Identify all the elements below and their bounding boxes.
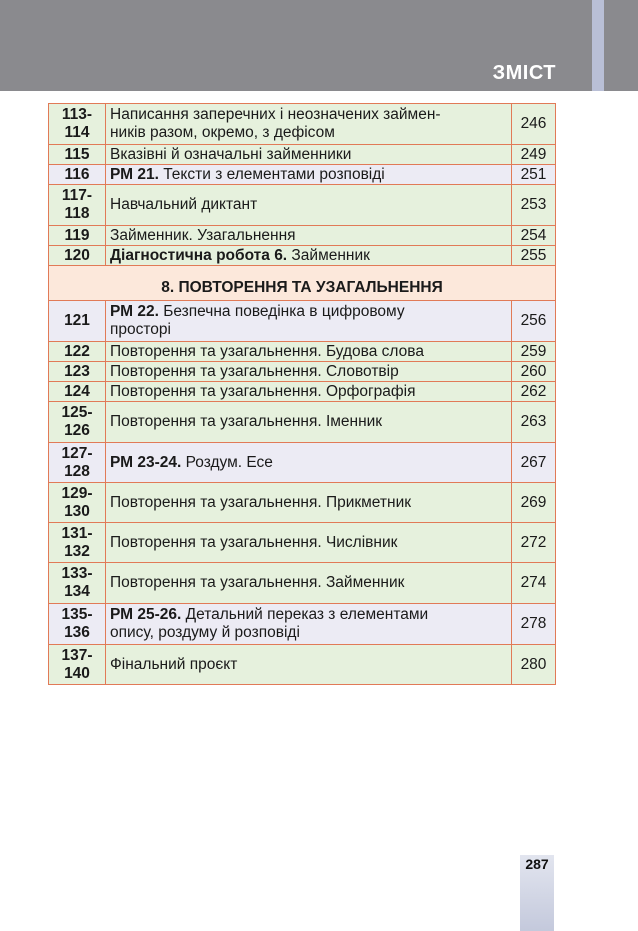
lesson-title-text: Займенник. Узагальнення: [110, 226, 296, 244]
lesson-title: [106, 382, 512, 402]
lesson-number: 137- 140: [49, 645, 106, 685]
lesson-title-text: Вказівні й означальні займенники: [110, 145, 352, 163]
lesson-title: [106, 104, 512, 145]
lesson-title-bold: РМ 21.: [110, 165, 159, 183]
lesson-title-text: Безпечна поведінка в цифровому просторі: [110, 303, 405, 338]
lesson-title: [106, 523, 512, 563]
page-ref: 272: [512, 523, 556, 563]
lesson-title: [106, 165, 512, 185]
lesson-number: 124: [49, 382, 106, 402]
lesson-title: [106, 563, 512, 604]
lesson-title: [106, 301, 512, 342]
lesson-title-text: Написання заперечних і неозначених займен- ників разом, окремо, з дефісом: [110, 106, 441, 141]
section-title: 8. ПОВТОРЕННЯ ТА УЗАГАЛЬНЕННЯ: [49, 266, 556, 301]
page-ref: 269: [512, 483, 556, 523]
page-ref: 262: [512, 382, 556, 402]
lesson-title: [106, 645, 512, 685]
toc-row: [49, 382, 556, 402]
lesson-title-text: Повторення та узагальнення. Іменник: [110, 413, 383, 430]
lesson-title: [106, 604, 512, 645]
lesson-number: 121: [49, 301, 106, 342]
lesson-title-text: Детальний переказ з елементами опису, роздуму й розповіді: [110, 606, 429, 641]
lesson-title: [106, 443, 512, 483]
page-ref: 278: [512, 604, 556, 645]
toc-row: [49, 402, 556, 443]
header-tab-marker: [592, 0, 604, 91]
toc-row: [49, 185, 556, 226]
page-ref: 259: [512, 342, 556, 362]
page-ref: 251: [512, 165, 556, 185]
toc-row: [49, 165, 556, 185]
lesson-title: [106, 185, 512, 226]
page-ref: 246: [512, 104, 556, 145]
lesson-title-text: Навчальний диктант: [110, 196, 258, 213]
lesson-number: 133- 134: [49, 563, 106, 604]
lesson-title-text: Повторення та узагальнення. Числівник: [110, 533, 398, 551]
toc-row: [49, 342, 556, 362]
lesson-title-text: Повторення та узагальнення. Займенник: [110, 574, 405, 591]
page-ref: 260: [512, 362, 556, 382]
page-ref: 256: [512, 301, 556, 342]
contents-table: [48, 103, 556, 685]
toc-row: [49, 483, 556, 523]
toc-row: [49, 104, 556, 145]
toc-row: [49, 604, 556, 645]
lesson-title: [106, 483, 512, 523]
lesson-number: 122: [49, 342, 106, 362]
lesson-title: [106, 145, 512, 165]
page-header: [0, 0, 638, 91]
lesson-title-bold: РМ 23-24.: [110, 453, 182, 471]
lesson-number: 125- 126: [49, 402, 106, 443]
toc-row: [49, 523, 556, 563]
lesson-title-text: Фінальний проєкт: [110, 655, 238, 673]
lesson-title-text: Повторення та узагальнення. Орфографія: [110, 382, 416, 400]
lesson-number: 131- 132: [49, 523, 106, 563]
page-ref: 255: [512, 246, 556, 266]
toc-row: [49, 226, 556, 246]
lesson-title: [106, 342, 512, 362]
lesson-number: 127- 128: [49, 443, 106, 483]
lesson-number: 117- 118: [49, 185, 106, 226]
lesson-title-text: Повторення та узагальнення. Будова слова: [110, 342, 424, 360]
lesson-title: [106, 246, 512, 266]
page-ref: 274: [512, 563, 556, 604]
contents-table-body: [49, 104, 556, 685]
page-ref: 267: [512, 443, 556, 483]
toc-row: [49, 246, 556, 266]
toc-row: [49, 362, 556, 382]
lesson-title-bold: РМ 25-26.: [110, 606, 182, 623]
lesson-number: 120: [49, 246, 106, 266]
lesson-title: [106, 226, 512, 246]
lesson-title-bold: Діагностична робота 6.: [110, 246, 288, 264]
page-ref: 263: [512, 402, 556, 443]
toc-row: [49, 145, 556, 165]
toc-row: [49, 563, 556, 604]
page-ref: 280: [512, 645, 556, 685]
lesson-number: 115: [49, 145, 106, 165]
lesson-title: [106, 362, 512, 382]
lesson-number: 135- 136: [49, 604, 106, 645]
lesson-title-bold: РМ 22.: [110, 303, 159, 320]
lesson-number: 116: [49, 165, 106, 185]
toc-row: [49, 301, 556, 342]
lesson-number: 123: [49, 362, 106, 382]
lesson-title-text: Тексти з елементами розповіді: [158, 165, 385, 183]
page-ref: 254: [512, 226, 556, 246]
lesson-title-text: Повторення та узагальнення. Прикметник: [110, 493, 412, 511]
page-ref: 249: [512, 145, 556, 165]
lesson-title-text: Роздум. Есе: [181, 453, 273, 471]
lesson-number: 113- 114: [49, 104, 106, 145]
lesson-number: 119: [49, 226, 106, 246]
section-row: [49, 266, 556, 301]
page-number: 287: [525, 856, 549, 872]
lesson-title-text: Займенник: [287, 246, 370, 264]
lesson-number: 129- 130: [49, 483, 106, 523]
lesson-title-text: Повторення та узагальнення. Словотвір: [110, 362, 399, 380]
page-ref: 253: [512, 185, 556, 226]
lesson-title: [106, 402, 512, 443]
toc-row: [49, 443, 556, 483]
page-title: ЗМІСТ: [492, 62, 556, 84]
toc-row: [49, 645, 556, 685]
